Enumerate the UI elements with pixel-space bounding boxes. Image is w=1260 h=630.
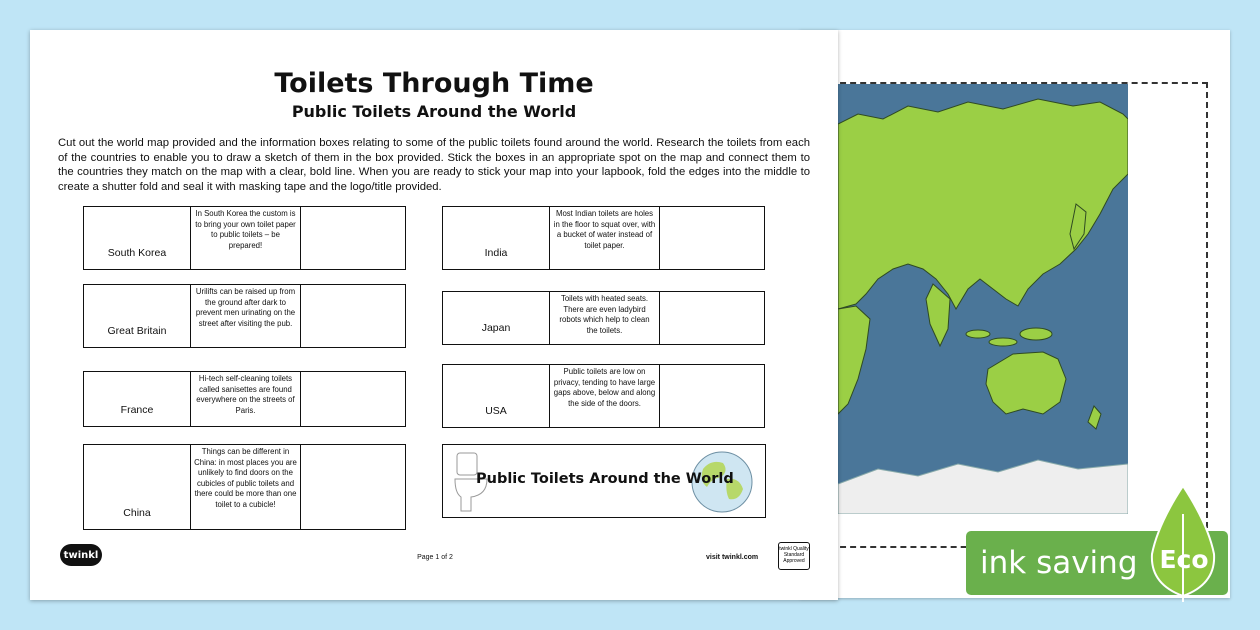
sketch-box xyxy=(301,285,405,347)
card-china xyxy=(83,444,406,530)
title-logo-box xyxy=(442,444,766,518)
ink-saving-label: ink saving xyxy=(980,545,1138,581)
page-number: Page 1 of 2 xyxy=(417,554,453,561)
card-country: USA xyxy=(443,365,550,427)
world-map xyxy=(838,84,1128,514)
card-country: France xyxy=(84,372,191,426)
page-title: Toilets Through Time xyxy=(274,68,594,99)
sketch-box xyxy=(301,372,405,426)
card-usa xyxy=(442,364,765,428)
card-info: Toilets with heated seats. There are even ladybird robots which help to clean the toilets. xyxy=(550,292,660,344)
card-japan xyxy=(442,291,765,345)
worksheet-page xyxy=(30,30,838,600)
sketch-box xyxy=(660,365,764,427)
logo-title: Public Toilets Around the World xyxy=(476,471,734,487)
eco-drop-icon xyxy=(1148,484,1218,604)
quality-badge: twinkl Quality Standard Approved xyxy=(778,542,810,570)
card-info: Urilifts can be raised up from the ground after dark to prevent men urinating on the street after visiting the pub. xyxy=(191,285,301,347)
card-info: Hi-tech self-cleaning toilets called sanisettes are found everywhere on the streets of Paris. xyxy=(191,372,301,426)
card-country: India xyxy=(443,207,550,269)
sketch-box xyxy=(301,445,405,529)
card-south-korea xyxy=(83,206,406,270)
twinkl-logo: twinkl xyxy=(60,544,102,566)
sketch-box xyxy=(660,207,764,269)
card-country: Great Britain xyxy=(84,285,191,347)
card-info: Most Indian toilets are holes in the floor to squat over, with a bucket of water instead of toilet paper. xyxy=(550,207,660,269)
page-subtitle: Public Toilets Around the World xyxy=(291,102,577,121)
card-france xyxy=(83,371,406,427)
card-country: Japan xyxy=(443,292,550,344)
sketch-box xyxy=(301,207,405,269)
card-info: Things can be different in China: in most places you are unlikely to find doors on the cubicles of public toilets and there could be more than one toilet to a cubicle! xyxy=(191,445,301,529)
card-india xyxy=(442,206,765,270)
card-info: Public toilets are low on privacy, tending to have large gaps above, below and along the side of the doors. xyxy=(550,365,660,427)
card-country: China xyxy=(84,445,191,529)
card-country: South Korea xyxy=(84,207,191,269)
card-info: In South Korea the custom is to bring your own toilet paper to public toilets – be prepared! xyxy=(191,207,301,269)
instructions-text: Cut out the world map provided and the information boxes relating to some of the public toilets found around the world. Research the toilets from each of the countries to enable you to draw a sketch of them in the box provided. Stick the boxes in an appropriate spot on the map and connect them to the countries they match on the map with a clear, bold line. When you are ready to stick your map into your lapbook, fold the edges into the middle to create a shutter fold and seal it with masking tape and the logo/title provided. xyxy=(58,137,810,193)
card-great-britain xyxy=(83,284,406,348)
footer-url: visit twinkl.com xyxy=(706,554,759,561)
eco-label: Eco xyxy=(1159,545,1209,574)
sketch-box xyxy=(660,292,764,344)
